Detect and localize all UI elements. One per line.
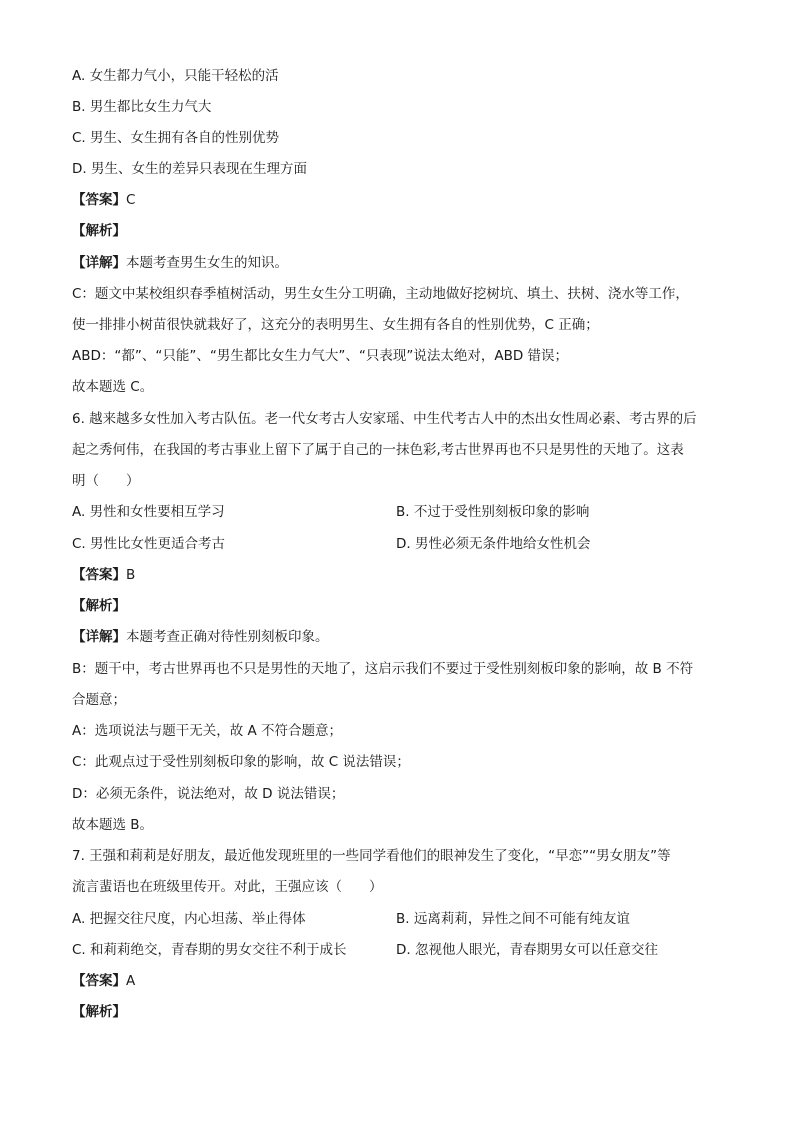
q7-option-b: B. 远离莉莉，异性之间不可能有纯友谊: [396, 911, 630, 927]
q6-stem: 6. 越来越多女性加入考古队伍。老一代女考古人安家瑶、中生代考古人中的杰出女性周必素、考古界的后: [72, 411, 697, 427]
q5-option-b: B. 男生都比女生力气大: [72, 99, 212, 115]
q6-detail-line: C：此观点过于受性别刻板印象的影响，故 C 说法错误；: [72, 754, 410, 770]
q6-analysis-tag: 【解析】: [72, 598, 126, 614]
q5-detail-line: 使一排排小树苗很快就栽好了，这充分的表明男生、女生拥有各自的性别优势，C 正确；: [72, 317, 599, 333]
detail-text: 本题考查正确对待性别刻板印象。: [126, 629, 329, 645]
detail-tag: 【详解】: [72, 255, 126, 271]
q5-option-d: D. 男生、女生的差异只表现在生理方面: [72, 161, 307, 177]
q6-stem: 明（ ）: [72, 473, 140, 489]
q7-option-a: A. 把握交往尺度，内心坦荡、举止得体: [72, 911, 306, 927]
q7-stem: 7. 王强和莉莉是好朋友，最近他发现班里的一些同学看他们的眼神发生了变化，“早恋”“男女朋友”等: [72, 848, 671, 864]
q6-option-c: C. 男性比女性更适合考古: [72, 536, 226, 552]
q7-option-d: D. 忽视他人眼光，青春期男女可以任意交往: [396, 942, 658, 958]
q5-analysis-tag: 【解析】: [72, 223, 126, 239]
answer-value: A: [126, 973, 136, 989]
q6-stem: 起之秀何伟，在我国的考古事业上留下了属于自己的一抹色彩,考古世界再也不只是男性的天地了。这表: [72, 442, 684, 458]
q6-option-b: B. 不过于受性别刻板印象的影响: [396, 504, 590, 520]
answer-value: B: [126, 567, 136, 583]
q6-answer: [72, 565, 135, 585]
q5-option-c: C. 男生、女生拥有各自的性别优势: [72, 130, 280, 146]
q6-option-a: A. 男性和女性要相互学习: [72, 504, 225, 520]
q6-conclusion: 故本题选 B。: [72, 817, 154, 833]
q6-detail-line: 合题意；: [72, 692, 126, 708]
q5-option-a: A. 女生都力气小，只能干轻松的活: [72, 68, 279, 84]
q7-analysis-tag: 【解析】: [72, 1004, 126, 1020]
answer-tag: 【答案】: [72, 192, 126, 208]
answer-tag: 【答案】: [72, 567, 126, 583]
q6-option-d: D. 男性必须无条件地给女性机会: [396, 536, 591, 552]
q6-detail: [72, 627, 329, 647]
q5-conclusion: 故本题选 C。: [72, 379, 154, 395]
q5-answer: [72, 190, 135, 210]
q7-stem: 流言蜚语也在班级里传开。对此，王强应该（ ）: [72, 879, 383, 895]
detail-text: 本题考查男生女生的知识。: [126, 255, 288, 271]
answer-value: C: [126, 192, 136, 208]
q7-option-c: C. 和莉莉绝交，青春期的男女交往不利于成长: [72, 942, 347, 958]
q6-detail-line: D：必须无条件，说法绝对，故 D 说法错误；: [72, 786, 345, 802]
answer-tag: 【答案】: [72, 973, 126, 989]
q5-detail: [72, 253, 288, 273]
detail-tag: 【详解】: [72, 629, 126, 645]
q6-detail-line: A：选项说法与题干无关，故 A 不符合题意；: [72, 723, 343, 739]
q6-detail-line: B：题干中，考古世界再也不只是男性的天地了，这启示我们不要过于受性别刻板印象的影响，故 B 不符: [72, 661, 694, 677]
q7-answer: [72, 971, 135, 991]
q5-detail-line: C：题文中某校组织春季植树活动，男生女生分工明确，主动地做好挖树坑、填土、扶树、浇水等工作，: [72, 286, 689, 302]
q5-detail-line: ABD：“都”、“只能”、“男生都比女生力气大”、“只表现”说法太绝对，ABD 错误；: [72, 348, 569, 364]
